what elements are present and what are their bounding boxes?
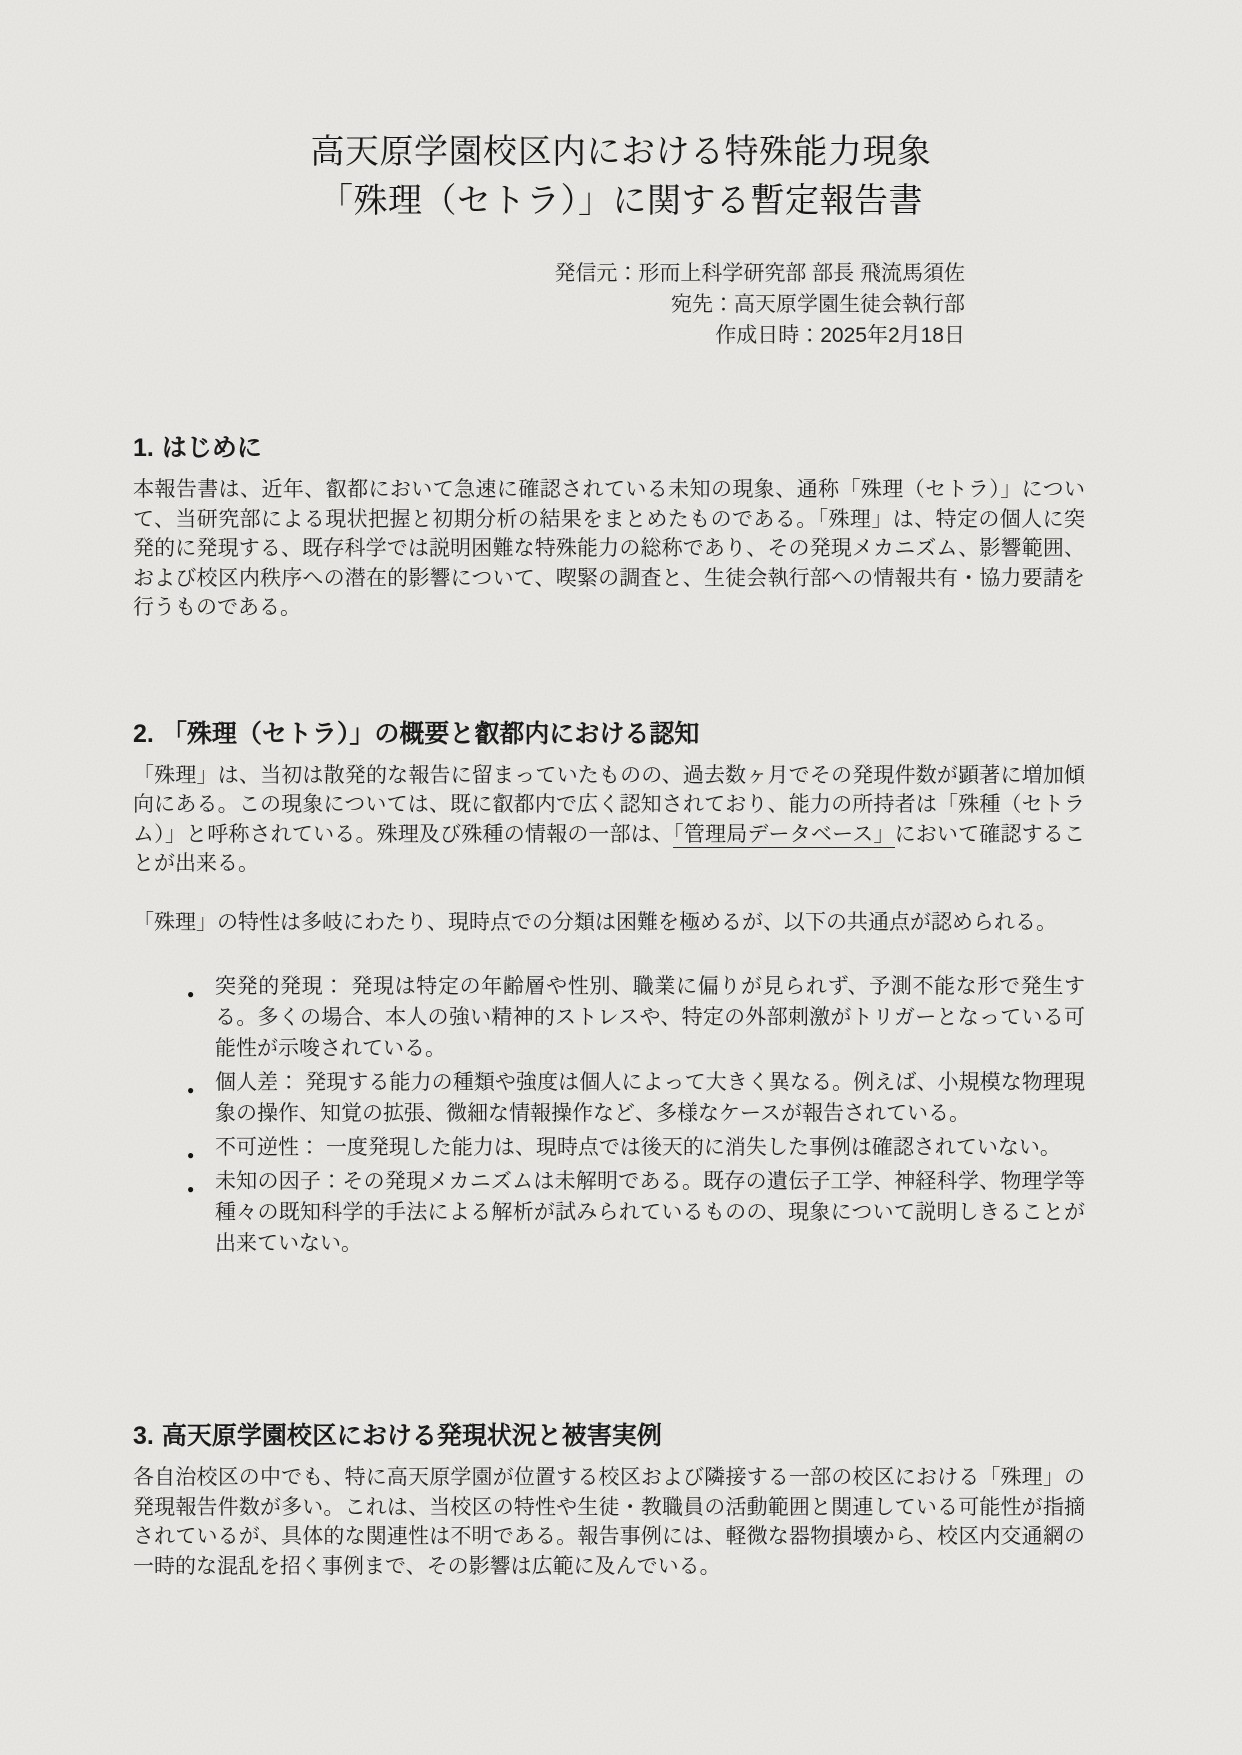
section-3-paragraph: 各自治校区の中でも、特に高天原学園が位置する校区および隣接する一部の校区における「殊理」の発現報告件数が多い。これは、当校区の特性や生徒・教職員の活動範囲と関連している可能性が指摘されているが、具体的な関連性は不明である。報告事例には、軽微な器物損壊から、校区内交通網の一時的な混乱を招く事例まで、その影響は広範に及んでいる。 <box>133 1466 1085 1578</box>
bullet-text-irreversibility: 不可逆性： 一度発現した能力は、現時点では後天的に消失した事例は確認されていない。 <box>215 1136 1061 1159</box>
paragraph-text: 「殊理」は、当初は散発的な報告に留まっていたものの、過去数ヶ月でその発現件数が顕著に増加傾向にある。この現象については、既に叡都内で広く認知されており、能力の所持者は「殊種（セトラム）」と呼称されている。殊理及び殊種の情報の一部は、 <box>133 763 1085 846</box>
list-item <box>185 1132 1085 1163</box>
section-1-title: はじめに <box>161 434 262 462</box>
section-2-title: 「殊理（セトラ）」の概要と叡都内における認知 <box>161 719 700 748</box>
section-1-heading <box>133 431 1085 465</box>
bullet-icon: ● <box>187 1083 195 1097</box>
bullet-icon: ● <box>187 1182 195 1196</box>
list-item <box>185 1067 1085 1129</box>
section-3-title: 高天原学園校区における発現状況と被害実例 <box>161 1422 662 1450</box>
section-2-paragraph-2: 「殊理」の特性は多岐にわたり、現時点での分類は困難を極めるが、以下の共通点が認められる。 <box>133 910 1057 934</box>
list-item <box>185 1166 1085 1259</box>
document-content <box>0 128 1242 1581</box>
report-meta <box>0 258 1242 351</box>
bullet-icon: ● <box>187 1148 195 1162</box>
bullet-text-individual-difference: 個人差： 発現する能力の種類や強度は個人によって大きく異なる。例えば、小規模な物理現象の操作、知覚の拡張、微細な情報操作など、多様なケースが報告されている。 <box>215 1071 1085 1125</box>
trait-bullet-list <box>133 971 1085 1259</box>
meta-created-date: 作成日時：2025年2月18日 <box>715 324 965 347</box>
section-2-number: 2. <box>133 719 154 748</box>
section-2-paragraph-1 <box>133 761 1085 879</box>
bullet-text-unknown-factor: 未知の因子：その発現メカニズムは未解明である。既存の遺伝子工学、神経科学、物理学等種々の既知科学的手法による解析が試みられているものの、現象について説明しきることが出来ていない。 <box>215 1170 1085 1255</box>
bullet-icon: ● <box>187 987 195 1001</box>
list-item <box>185 971 1085 1064</box>
section-3-number: 3. <box>133 1422 154 1450</box>
meta-recipient: 宛先：高天原学園生徒会執行部 <box>671 293 965 316</box>
section-2-heading <box>133 717 1085 751</box>
bullet-text-sudden-onset: 突発的発現： 発現は特定の年齢層や性別、職業に偏りが見られず、予測不能な形で発生する。多くの場合、本人の強い精神的ストレスや、特定の外部刺激がトリガーとなっている可能性が示唆されている。 <box>215 975 1085 1060</box>
section-1-number: 1. <box>133 434 154 462</box>
report-body <box>0 431 1242 1581</box>
section-3-heading <box>133 1419 1085 1453</box>
section-1-paragraph: 本報告書は、近年、叡都において急速に確認されている未知の現象、通称「殊理（セトラ）」について、当研究部による現状把握と初期分析の結果をまとめたものである。「殊理」は、特定の個人に突発的に発現する、既存科学では説明困難な特殊能力の総称であり、その発現メカニズム、影響範囲、および校区内秩序への潜在的影響について、喫緊の調査と、生徒会執行部への情報共有・協力要請を行うものである。 <box>133 478 1085 619</box>
report-title <box>0 128 1242 226</box>
report-title-line2: 「殊理（セトラ）」に関する暫定報告書 <box>319 182 923 220</box>
database-reference-underlined: 「管理局データベース」 <box>673 822 895 846</box>
paragraph-text: において確認することが出来る。 <box>133 822 1086 875</box>
meta-sender: 発信元：形而上科学研究部 部長 飛流馬須佐 <box>554 262 965 285</box>
report-title-line1: 高天原学園校区内における特殊能力現象 <box>310 133 932 171</box>
